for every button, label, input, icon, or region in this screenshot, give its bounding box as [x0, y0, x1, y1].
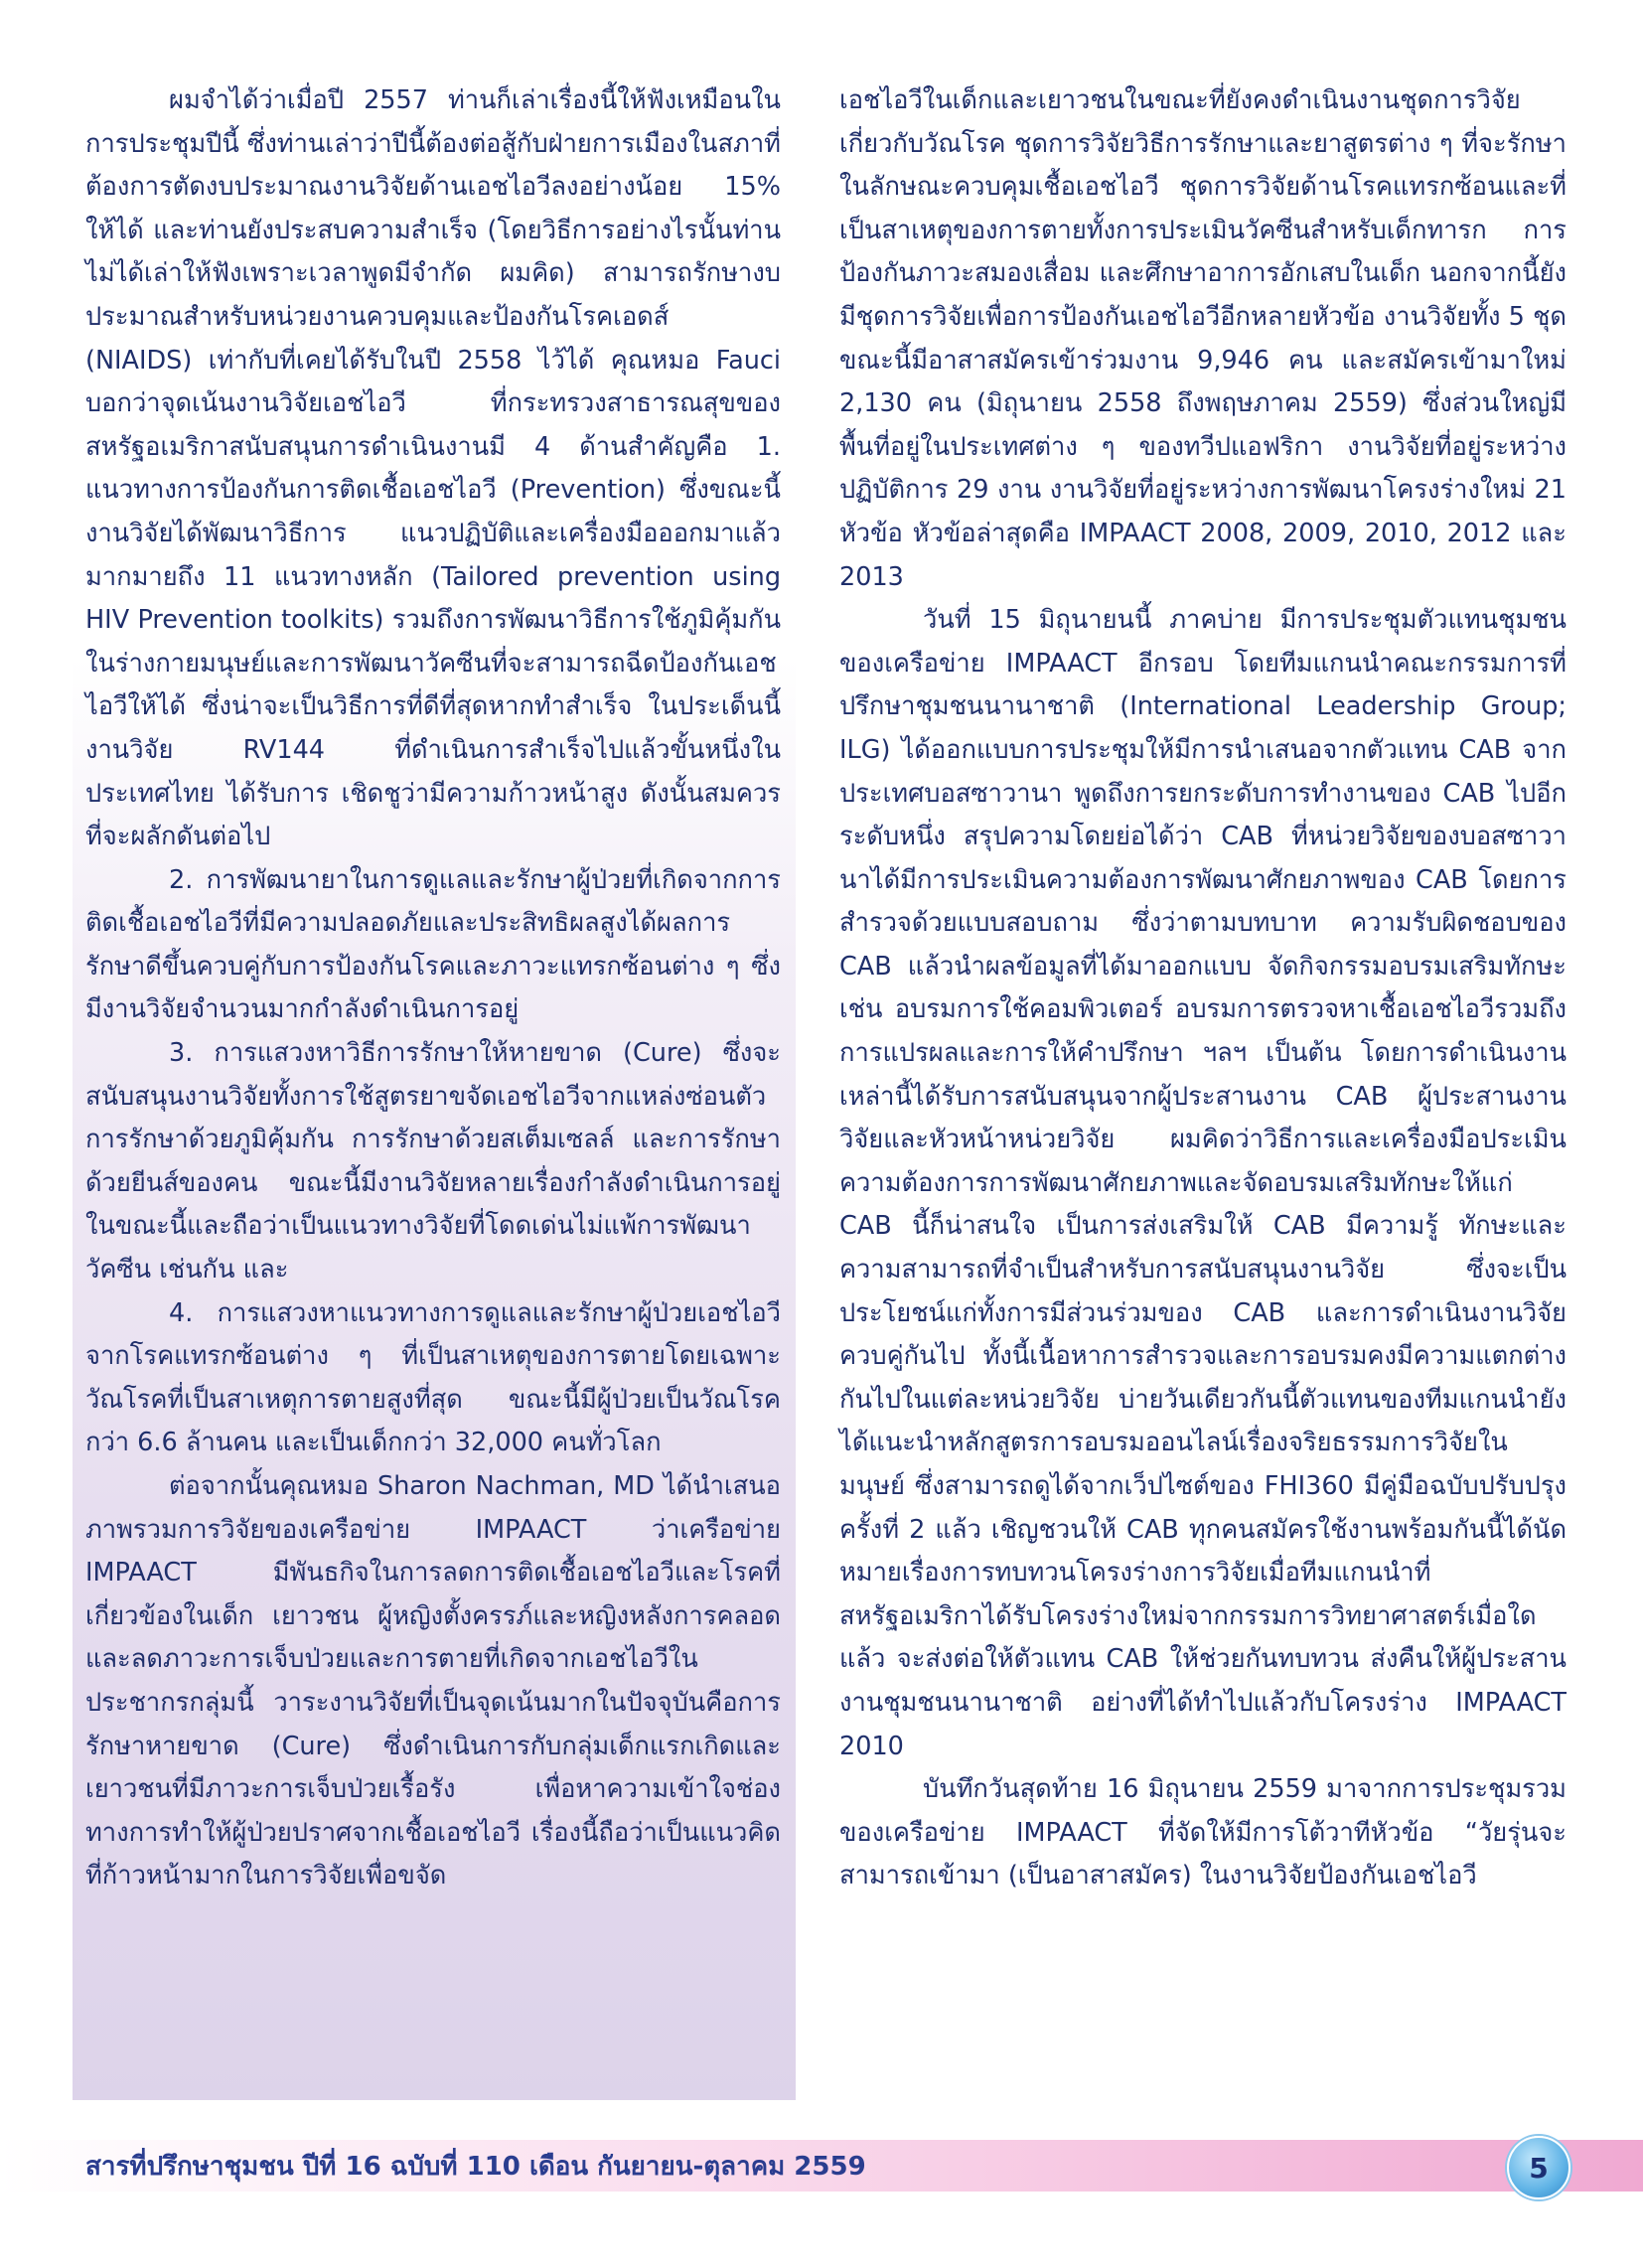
- paragraph: วันที่ 15 มิถุนายนนี้ ภาคบ่าย มีการประชุมตัวแทนชุมชนของเครือข่าย IMPAACT อีกรอบ โดยทีมแกนนำคณะกรรมการที่ปรึกษาชุมชนนานาชาติ (International Leadership Group; ILG) ได้ออกแบบการประชุมให้มีการนำเสนอจากตัวแทน CAB จากประเทศบอสซาวานา พูดถึงการยกระดับการทำงานของ CAB ไปอีกระดับหนึ่ง สรุปความโดยย่อได้ว่า CAB ที่หน่วยวิจัยของบอสซาวานาได้มีการประเมินความต้องการพัฒนาศักยภาพของ CAB โดยการสำรวจด้วยแบบสอบถาม ซึ่งว่าตามบทบาท ความรับผิดชอบของ CAB แล้วนำผลข้อมูลที่ได้มาออกแบบ จัดกิจกรรมอบรมเสริมทักษะ เช่น อบรมการใช้คอมพิวเตอร์ อบรมการตรวจหาเชื้อเอชไอวีรวมถึงการแปรผลและการให้คำปรึกษา ฯลฯ เป็นต้น โดยการดำเนินงานเหล่านี้ได้รับการสนับสนุนจากผู้ประสานงาน CAB ผู้ประสานงานวิจัยและหัวหน้าหน่วยวิจัย ผมคิดว่าวิธีการและเครื่องมือประเมินความต้องการการพัฒนาศักยภาพและจัดอบรมเสริมทักษะให้แก่ CAB นี้ก็น่าสนใจ เป็นการส่งเสริมให้ CAB มีความรู้ ทักษะและความสามารถที่จำเป็นสำหรับการสนับสนุนงานวิจัย ซึ่งจะเป็นประโยชน์แก่ทั้งการมีส่วนร่วมของ CAB และการดำเนินงานวิจัยควบคู่กันไป ทั้งนี้เนื้อหาการสำรวจและการอบรมคงมีความแตกต่างกันไปในแต่ละหน่วยวิจัย บ่ายวันเดียวกันนี้ตัวแทนของทีมแกนนำยังได้แนะนำหลักสูตรการอบรมออนไลน์เรื่องจริยธรรมการวิจัยในมนุษย์ ซึ่งสามารถดูได้จากเว็ปไซต์ของ FHI360 มีคู่มือฉบับปรับปรุงครั้งที่ 2 แล้ว เชิญชวนให้ CAB ทุกคนสมัครใช้งานพร้อมกันนี้ได้นัดหมายเรื่องการทบทวนโครงร่างการวิจัยเมื่อทีมแกนนำที่สหรัฐอเมริกาได้รับโครงร่างใหม่จากกรรมการวิทยาศาสตร์เมื่อใดแล้ว จะส่งต่อให้ตัวแทน CAB ให้ช่วยกันทบทวน ส่งคืนให้ผู้ประสานงานชุมชนนานาชาติ อย่างที่ได้ทำไปแล้วกับโครงร่าง IMPAACT 2010: [839, 605, 1567, 1761]
- page-number-badge: 5: [1507, 2136, 1570, 2199]
- publication-title: สารที่ปรึกษาชุมชน ปีที่ 16 ฉบับที่ 110 เดือน กันยายน-ตุลาคม 2559: [85, 2152, 866, 2182]
- paragraph: 4. การแสวงหาแนวทางการดูแลและรักษาผู้ป่วยเอชไอวีจากโรคแทรกซ้อนต่าง ๆ ที่เป็นสาเหตุของการตายโดยเฉพาะวัณโรคที่เป็นสาเหตุการตายสูงที่สุด ขณะนี้มีผู้ป่วยเป็นวัณโรคกว่า 6.6 ล้านคน และเป็นเด็กกว่า 32,000 คนทั่วโลก: [85, 1297, 781, 1458]
- paragraph: เอชไอวีในเด็กและเยาวชนในขณะที่ยังคงดำเนินงานชุดการวิจัยเกี่ยวกับวัณโรค ชุดการวิจัยวิธีการรักษาและยาสูตรต่าง ๆ ที่จะรักษาในลักษณะควบคุมเชื้อเอชไอวี ชุดการวิจัยด้านโรคแทรกซ้อนและที่เป็นสาเหตุของการตายทั้งการประเมินวัคซีนสำหรับเด็กทารก การป้องกันภาวะสมองเสื่อม และศึกษาอาการอักเสบในเด็ก นอกจากนี้ยังมีชุดการวิจัยเพื่อการป้องกันเอชไอวีอีกหลายหัวข้อ งานวิจัยทั้ง 5 ชุดขณะนี้มีอาสาสมัครเข้าร่วมงาน 9,946 คน และสมัครเข้ามาใหม่ 2,130 คน (มิถุนายน 2558 ถึงพฤษภาคม 2559) ซึ่งส่วนใหญ่มีพื้นที่อยู่ในประเทศต่าง ๆ ของทวีปแอฟริกา งานวิจัยที่อยู่ระหว่างปฏิบัติการ 29 งาน งานวิจัยที่อยู่ระหว่างการพัฒนาโครงร่างใหม่ 21 หัวข้อ หัวข้อล่าสุดคือ IMPAACT 2008, 2009, 2010, 2012 และ 2013: [839, 85, 1567, 592]
- paragraph: ผมจำได้ว่าเมื่อปี 2557 ท่านก็เล่าเรื่องนี้ให้ฟังเหมือนในการประชุมปีนี้ ซึ่งท่านเล่าว่าปีนี้ต้องต่อสู้กับฝ่ายการเมืองในสภาที่ต้องการตัดงบประมาณงานวิจัยด้านเอชไอวีลงอย่างน้อย 15% ให้ได้ และท่านยังประสบความสำเร็จ (โดยวิธีการอย่างไรนั้นท่านไม่ได้เล่าให้ฟังเพราะเวลาพูดมีจำกัด ผมคิด) สามารถรักษางบประมาณสำหรับหน่วยงานควบคุมและป้องกันโรคเอดส์ (NIAIDS) เท่ากับที่เคยได้รับในปี 2558 ไว้ได้ คุณหมอ Fauci บอกว่าจุดเน้นงานวิจัยเอชไอวี ที่กระทรวงสาธารณสุขของสหรัฐอเมริกาสนับสนุนการดำเนินงานมี 4 ด้านสำคัญคือ 1. แนวทางการป้องกันการติดเชื้อเอชไอวี (Prevention) ซึ่งขณะนี้งานวิจัยได้พัฒนาวิธีการ แนวปฏิบัติและเครื่องมือออกมาแล้วมากมายถึง 11 แนวทางหลัก (Tailored prevention using HIV Prevention toolkits) รวมถึงการพัฒนาวิธีการใช้ภูมิคุ้มกันในร่างกายมนุษย์และการพัฒนาวัคซีนที่จะสามารถฉีดป้องกันเอชไอวีให้ได้ ซึ่งน่าจะเป็นวิธีการที่ดีที่สุดหากทำสำเร็จ ในประเด็นนี้งานวิจัย RV144 ที่ดำเนินการสำเร็จไปแล้วขั้นหนึ่งในประเทศไทย ได้รับการ เชิดชูว่ามีความก้าวหน้าสูง ดังนั้นสมควรที่จะผลักดันต่อไป: [85, 85, 781, 852]
- paragraph: บันทึกวันสุดท้าย 16 มิถุนายน 2559 มาจากการประชุมรวมของเครือข่าย IMPAACT ที่จัดให้มีการโต้วาทีหัวข้อ “วัยรุ่นจะสามารถเข้ามา (เป็นอาสาสมัคร) ในงานวิจัยป้องกันเอชไอวี: [839, 1774, 1567, 1891]
- left-column: [85, 79, 781, 1898]
- paragraph: 3. การแสวงหาวิธีการรักษาให้หายขาด (Cure) ซึ่งจะสนับสนุนงานวิจัยทั้งการใช้สูตรยาขจัดเอชไอวีจากแหล่งซ่อนตัว การรักษาด้วยภูมิคุ้มกัน การรักษาด้วยสเต็มเซลล์ และการรักษาด้วยยีนส์ของคน ขณะนี้มีงานวิจัยหลายเรื่องกำลังดำเนินการอยู่ในขณะนี้และถือว่าเป็นแนวทางวิจัยที่โดดเด่นไม่แพ้การพัฒนาวัคซีน เช่นกัน และ: [85, 1038, 781, 1285]
- right-column: [839, 79, 1567, 1898]
- paragraph: 2. การพัฒนายาในการดูแลและรักษาผู้ป่วยที่เกิดจากการติดเชื้อเอชไอวีที่มีความปลอดภัยและประสิทธิผลสูงได้ผลการรักษาดีขึ้นควบคู่กับการป้องกันโรคและภาวะแทรกซ้อนต่าง ๆ ซึ่งมีงานวิจัยจำนวนมากกำลังดำเนินการอยู่: [85, 864, 781, 1025]
- paragraph: ต่อจากนั้นคุณหมอ Sharon Nachman, MD ได้นำเสนอภาพรวมการวิจัยของเครือข่าย IMPAACT ว่าเครือข่าย IMPAACT มีพันธกิจในการลดการติดเชื้อเอชไอวีและโรคที่เกี่ยวข้องในเด็ก เยาวชน ผู้หญิงตั้งครรภ์และหญิงหลังการคลอดและลดภาวะการเจ็บป่วยและการตายที่เกิดจากเอชไอวีในประชากรกลุ่มนี้ วาระงานวิจัยที่เป็นจุดเน้นมากในปัจจุบันคือการรักษาหายขาด (Cure) ซึ่งดำเนินการกับกลุ่มเด็กแรกเกิดและเยาวชนที่มีภาวะการเจ็บป่วยเรื้อรัง เพื่อหาความเข้าใจช่องทางการทำให้ผู้ป่วยปราศจากเชื้อเอชไอวี เรื่องนี้ถือว่าเป็นแนวคิดที่ก้าวหน้ามากในการวิจัยเพื่อขจัด: [85, 1471, 781, 1891]
